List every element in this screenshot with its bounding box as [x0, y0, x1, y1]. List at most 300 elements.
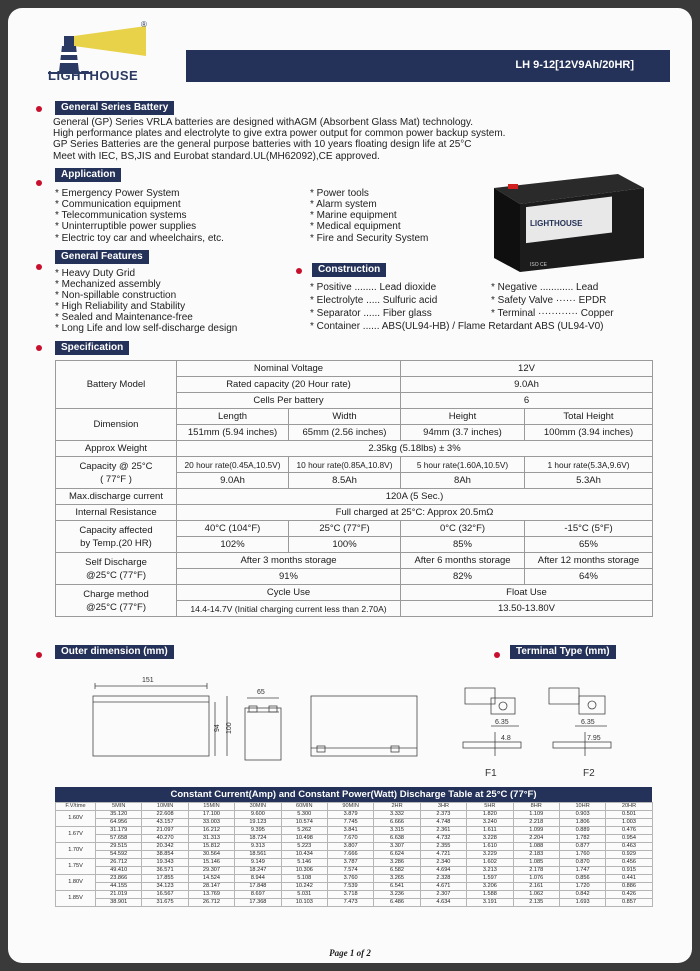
discharge-cell: 38.901: [96, 899, 142, 907]
registered-mark: ®: [141, 20, 147, 29]
construction-item: * Terminal ············ Copper: [491, 308, 614, 319]
side-view-drawing: [245, 698, 281, 760]
discharge-cell: 18.561: [235, 851, 281, 859]
spec-label: Internal Resistance: [56, 505, 177, 521]
discharge-cell: 1.099: [513, 827, 559, 835]
construction-container: * Container ...... ABS(UL94-HB) / Flame Retardant ABS (UL94-V0): [310, 321, 604, 332]
construction-item: * Separator ...... Fiber glass: [310, 308, 432, 319]
discharge-cell: 3.332: [374, 811, 420, 819]
discharge-cell: 1.109: [513, 811, 559, 819]
section-application: Application: [55, 168, 121, 182]
dim-width: 65: [257, 689, 265, 696]
spec-cell: Float Use: [401, 585, 653, 601]
discharge-cell: 14.524: [188, 875, 234, 883]
application-item: * Communication equipment: [55, 199, 181, 210]
discharge-cell: 2.361: [420, 827, 466, 835]
spec-cell: -15°C (5°F): [525, 521, 653, 537]
discharge-cell: 2.340: [420, 859, 466, 867]
spec-cell: After 12 months storage: [525, 553, 653, 569]
page-number: Page 1 of 2: [329, 948, 371, 958]
spec-cell: 13.50-13.80V: [401, 601, 653, 617]
lighthouse-logo-icon: [46, 22, 156, 94]
discharge-fv-cell: 1.85V: [56, 891, 96, 907]
feature-item: * Mechanized assembly: [55, 279, 161, 290]
spec-cell: 25°C (77°F): [289, 521, 401, 537]
discharge-cell: 10.242: [281, 883, 327, 891]
discharge-cell: 6.638: [374, 835, 420, 843]
spec-cell: 9.0Ah: [177, 473, 289, 489]
spec-cell: 91%: [177, 569, 401, 585]
discharge-cell: 0.870: [559, 859, 605, 867]
table-row: [56, 883, 653, 891]
brand-name: LIGHTHOUSE: [48, 68, 139, 83]
construction-item: * Negative ............ Lead: [491, 282, 599, 293]
discharge-cell: 6.486: [374, 899, 420, 907]
section-bullet-icon: [36, 106, 42, 112]
discharge-cell: 7.670: [327, 835, 373, 843]
table-row: [56, 867, 653, 875]
discharge-cell: 3.240: [467, 819, 513, 827]
model-title: LH 9-12[12V9Ah/20HR]: [515, 59, 634, 71]
discharge-cell: 0.857: [606, 899, 652, 907]
discharge-cell: 40.270: [142, 835, 188, 843]
spec-cell: Length: [177, 409, 289, 425]
discharge-cell: 34.123: [142, 883, 188, 891]
spec-cell: 6: [401, 393, 653, 409]
discharge-cell: 3.718: [327, 891, 373, 899]
spec-cell: 151mm (5.94 inches): [177, 425, 289, 441]
discharge-fv-cell: 1.75V: [56, 859, 96, 875]
discharge-cell: 0.856: [559, 875, 605, 883]
table-row: [56, 827, 653, 835]
spec-label: [56, 521, 177, 553]
discharge-cell: 4.671: [420, 883, 466, 891]
discharge-cell: 38.854: [142, 851, 188, 859]
discharge-cell: 44.155: [96, 883, 142, 891]
discharge-cell: 3.315: [374, 827, 420, 835]
discharge-cell: 3.760: [327, 875, 373, 883]
discharge-cell: 3.265: [374, 875, 420, 883]
discharge-cell: 0.426: [606, 891, 652, 899]
discharge-cell: 0.441: [606, 875, 652, 883]
spec-cell: 100%: [289, 537, 401, 553]
construction-item: * Positive ........ Lead dioxide: [310, 282, 437, 293]
spec-label-line: @25°C (77°F): [85, 601, 146, 613]
discharge-cell: 10.574: [281, 819, 327, 827]
discharge-cell: 0.456: [606, 859, 652, 867]
discharge-cell: 10.306: [281, 867, 327, 875]
discharge-cell: 1.003: [606, 819, 652, 827]
spec-cell: After 6 months storage: [401, 553, 525, 569]
discharge-cell: 10.498: [281, 835, 327, 843]
spec-label-line: Charge method: [83, 588, 149, 600]
discharge-cell: 6.541: [374, 883, 420, 891]
spec-cell: 85%: [401, 537, 525, 553]
discharge-fv-cell: 1.60V: [56, 811, 96, 827]
feature-item: * High Reliability and Stability: [55, 301, 186, 312]
spec-cell: Full charged at 25°C: Approx 20.5mΩ: [177, 505, 653, 521]
discharge-cell: 4.748: [420, 819, 466, 827]
section-bullet-icon: [36, 180, 42, 186]
discharge-header-cell: 15MIN: [188, 803, 234, 811]
battery-photo-icon: [486, 166, 646, 276]
discharge-cell: 1.820: [467, 811, 513, 819]
construction-item: * Safety Valve ······ EPDR: [491, 295, 607, 306]
discharge-cell: 17.848: [235, 883, 281, 891]
spec-cell: Height: [401, 409, 525, 425]
spec-label: Battery Model: [56, 361, 177, 409]
general-line-3: GP Series Batteries are the general purpose batteries with 10 years floating design life at 25°C: [53, 139, 472, 150]
discharge-cell: 3.236: [374, 891, 420, 899]
section-bullet-icon: [296, 268, 302, 274]
discharge-cell: 35.120: [96, 811, 142, 819]
discharge-cell: 1.062: [513, 891, 559, 899]
discharge-cell: 2.218: [513, 819, 559, 827]
discharge-header-cell: 5HR: [467, 803, 513, 811]
discharge-cell: 9.600: [235, 811, 281, 819]
spec-cell: 1 hour rate(5.3A,9.6V): [525, 457, 653, 473]
spec-label: Dimension: [56, 409, 177, 441]
discharge-cell: 7.666: [327, 851, 373, 859]
spec-label: [56, 457, 177, 489]
spec-cell: 2.35kg (5.18lbs) ± 3%: [177, 441, 653, 457]
feature-item: * Heavy Duty Grid: [55, 268, 136, 279]
feature-item: * Sealed and Maintenance-free: [55, 312, 193, 323]
spec-cell: Rated capacity (20 Hour rate): [177, 377, 401, 393]
section-terminal-type: Terminal Type (mm): [510, 645, 616, 659]
discharge-cell: 1.693: [559, 899, 605, 907]
table-row: [56, 843, 653, 851]
application-item: * Uninterruptible power supplies: [55, 221, 197, 232]
discharge-cell: 36.571: [142, 867, 188, 875]
discharge-cell: 2.204: [513, 835, 559, 843]
discharge-cell: 3.841: [327, 827, 373, 835]
spec-label-line: ( 77°F ): [100, 473, 132, 485]
discharge-cell: 4.732: [420, 835, 466, 843]
discharge-cell: 1.720: [559, 883, 605, 891]
discharge-cell: 8.697: [235, 891, 281, 899]
dim-height: 94: [214, 724, 221, 732]
discharge-cell: 19.123: [235, 819, 281, 827]
table-row: [56, 811, 653, 819]
discharge-cell: 2.178: [513, 867, 559, 875]
spec-cell: 20 hour rate(0.45A,10.5V): [177, 457, 289, 473]
discharge-cell: 0.877: [559, 843, 605, 851]
discharge-cell: 16.567: [142, 891, 188, 899]
discharge-cell: 1.747: [559, 867, 605, 875]
terminal-f2-drawing: [549, 688, 611, 756]
section-bullet-icon: [36, 652, 42, 658]
spec-label-line: Self Discharge: [85, 556, 147, 568]
spec-label: [56, 553, 177, 585]
spec-cell: 100mm (3.94 inches): [525, 425, 653, 441]
discharge-cell: 13.769: [188, 891, 234, 899]
discharge-cell: 3.286: [374, 859, 420, 867]
table-row: [56, 891, 653, 899]
table-row: [56, 851, 653, 859]
discharge-cell: 1.588: [467, 891, 513, 899]
spec-cell: Cycle Use: [177, 585, 401, 601]
discharge-cell: 23.866: [96, 875, 142, 883]
construction-item: * Electrolyte ..... Sulfuric acid: [310, 295, 438, 306]
discharge-cell: 31.313: [188, 835, 234, 843]
application-item: * Electric toy car and wheelchairs, etc.: [55, 233, 224, 244]
f1-dim-a: 6.35: [495, 719, 509, 726]
discharge-cell: 57.658: [96, 835, 142, 843]
battery-label: LIGHTHOUSE: [530, 219, 583, 228]
spec-cell: 5 hour rate(1.60A,10.5V): [401, 457, 525, 473]
discharge-cell: 1.782: [559, 835, 605, 843]
spec-cell: Cells Per battery: [177, 393, 401, 409]
application-item: * Power tools: [310, 188, 369, 199]
discharge-cell: 4.634: [420, 899, 466, 907]
table-row: [56, 859, 653, 867]
discharge-cell: 2.135: [513, 899, 559, 907]
spec-cell: Nominal Voltage: [177, 361, 401, 377]
spec-label-line: by Temp.(20 HR): [80, 537, 152, 549]
top-view-drawing: [311, 696, 417, 756]
spec-cell: 14.4-14.7V (Initial charging current less than 2.70A): [177, 601, 401, 617]
discharge-cell: 8.944: [235, 875, 281, 883]
battery-mark: ISO CE: [530, 262, 547, 268]
discharge-cell: 43.157: [142, 819, 188, 827]
spec-cell: Total Height: [525, 409, 653, 425]
discharge-cell: 0.501: [606, 811, 652, 819]
discharge-cell: 3.307: [374, 843, 420, 851]
discharge-cell: 49.410: [96, 867, 142, 875]
section-features: General Features: [55, 250, 149, 264]
discharge-cell: 15.146: [188, 859, 234, 867]
discharge-cell: 10.434: [281, 851, 327, 859]
discharge-cell: 9.313: [235, 843, 281, 851]
discharge-cell: 1.760: [559, 851, 605, 859]
discharge-cell: 0.903: [559, 811, 605, 819]
discharge-cell: 3.787: [327, 859, 373, 867]
specification-table: [55, 360, 653, 617]
discharge-cell: 7.473: [327, 899, 373, 907]
discharge-cell: 26.712: [96, 859, 142, 867]
discharge-cell: 21.019: [96, 891, 142, 899]
discharge-header-cell: 3HR: [420, 803, 466, 811]
discharge-cell: 17.855: [142, 875, 188, 883]
spec-label: Max.discharge current: [56, 489, 177, 505]
discharge-cell: 30.564: [188, 851, 234, 859]
discharge-cell: 64.956: [96, 819, 142, 827]
discharge-cell: 22.608: [142, 811, 188, 819]
terminal-f1-label: F1: [485, 768, 497, 779]
discharge-cell: 31.179: [96, 827, 142, 835]
f1-dim-b: 4.8: [501, 735, 511, 742]
application-item: * Medical equipment: [310, 221, 401, 232]
discharge-cell: 3.807: [327, 843, 373, 851]
general-line-2: High performance plates and electrolyte to give extra power output for common power backup system.: [53, 128, 506, 139]
datasheet-page: [8, 8, 692, 963]
discharge-table-title: Constant Current(Amp) and Constant Power(Watt) Discharge Table at 25°C (77°F): [55, 787, 652, 802]
spec-cell: 65%: [525, 537, 653, 553]
discharge-cell: 33.003: [188, 819, 234, 827]
spec-cell: Width: [289, 409, 401, 425]
discharge-cell: 1.085: [513, 859, 559, 867]
discharge-header-cell: 10HR: [559, 803, 605, 811]
discharge-cell: 5.262: [281, 827, 327, 835]
discharge-cell: 17.100: [188, 811, 234, 819]
discharge-header-cell: 2HR: [374, 803, 420, 811]
discharge-cell: 20.342: [142, 843, 188, 851]
discharge-cell: 2.161: [513, 883, 559, 891]
spec-cell: 9.0Ah: [401, 377, 653, 393]
discharge-cell: 5.031: [281, 891, 327, 899]
discharge-cell: 0.929: [606, 851, 652, 859]
discharge-cell: 0.476: [606, 827, 652, 835]
section-construction: Construction: [312, 263, 386, 277]
spec-label-line: Capacity affected: [79, 524, 153, 536]
spec-cell: 8.5Ah: [289, 473, 401, 489]
application-item: * Marine equipment: [310, 210, 397, 221]
discharge-fv-cell: 1.67V: [56, 827, 96, 843]
discharge-cell: 1.806: [559, 819, 605, 827]
discharge-cell: 9.149: [235, 859, 281, 867]
discharge-cell: 29.515: [96, 843, 142, 851]
table-row: [56, 835, 653, 843]
discharge-cell: 2.307: [420, 891, 466, 899]
spec-label-line: Capacity @ 25°C: [79, 460, 153, 472]
discharge-cell: 0.463: [606, 843, 652, 851]
discharge-cell: 29.307: [188, 867, 234, 875]
spec-cell: 120A (5 Sec.): [177, 489, 653, 505]
section-bullet-icon: [494, 652, 500, 658]
discharge-fv-cell: 1.80V: [56, 875, 96, 891]
spec-label: [56, 585, 177, 617]
discharge-cell: 18.724: [235, 835, 281, 843]
spec-cell: 5.3Ah: [525, 473, 653, 489]
discharge-cell: 19.343: [142, 859, 188, 867]
discharge-cell: 6.582: [374, 867, 420, 875]
discharge-cell: 5.146: [281, 859, 327, 867]
discharge-cell: 0.886: [606, 883, 652, 891]
discharge-cell: 1.611: [467, 827, 513, 835]
spec-cell: After 3 months storage: [177, 553, 401, 569]
discharge-cell: 1.076: [513, 875, 559, 883]
terminal-f1-drawing: [463, 688, 521, 756]
discharge-cell: 26.712: [188, 899, 234, 907]
discharge-cell: 3.191: [467, 899, 513, 907]
discharge-cell: 2.328: [420, 875, 466, 883]
f2-dim-b: 7.95: [587, 735, 601, 742]
dim-length: 151: [142, 677, 154, 684]
spec-label-line: @25°C (77°F): [85, 569, 146, 581]
discharge-cell: 17.368: [235, 899, 281, 907]
spec-cell: 65mm (2.56 inches): [289, 425, 401, 441]
discharge-cell: 0.842: [559, 891, 605, 899]
front-view-drawing: [93, 683, 227, 756]
spec-label: Approx Weight: [56, 441, 177, 457]
discharge-cell: 21.097: [142, 827, 188, 835]
spec-cell: 82%: [401, 569, 525, 585]
section-specification: Specification: [55, 341, 129, 355]
spec-cell: 0°C (32°F): [401, 521, 525, 537]
discharge-header-cell: 60MIN: [281, 803, 327, 811]
general-line-1: General (GP) Series VRLA batteries are designed withAGM (Absorbent Glass Mat) technology.: [53, 117, 474, 128]
dim-total-height: 100: [226, 722, 233, 734]
table-row: [56, 899, 653, 907]
discharge-cell: 54.592: [96, 851, 142, 859]
discharge-cell: 7.539: [327, 883, 373, 891]
discharge-cell: 0.889: [559, 827, 605, 835]
general-line-4: Meet with IEC, BS,JIS and Eurobat standard.UL(MH62092),CE approved.: [53, 151, 380, 162]
discharge-cell: 3.229: [467, 851, 513, 859]
f2-dim-a: 6.35: [581, 719, 595, 726]
discharge-cell: 0.954: [606, 835, 652, 843]
section-bullet-icon: [36, 264, 42, 270]
spec-cell: 102%: [177, 537, 289, 553]
discharge-header-cell: 10MIN: [142, 803, 188, 811]
terminal-f2-label: F2: [583, 768, 595, 779]
discharge-cell: 3.879: [327, 811, 373, 819]
discharge-header-cell: 8HR: [513, 803, 559, 811]
discharge-table: [55, 802, 653, 907]
discharge-cell: 4.694: [420, 867, 466, 875]
spec-cell: 10 hour rate(0.85A,10.8V): [289, 457, 401, 473]
discharge-cell: 2.183: [513, 851, 559, 859]
discharge-cell: 5.300: [281, 811, 327, 819]
discharge-cell: 9.395: [235, 827, 281, 835]
spec-cell: 8Ah: [401, 473, 525, 489]
discharge-cell: 3.206: [467, 883, 513, 891]
dimension-drawing: [55, 666, 652, 784]
feature-item: * Non-spillable construction: [55, 290, 177, 301]
feature-item: * Long Life and low self-discharge design: [55, 323, 238, 334]
discharge-cell: 2.355: [420, 843, 466, 851]
discharge-cell: 7.745: [327, 819, 373, 827]
discharge-header-cell: 5MIN: [96, 803, 142, 811]
application-item: * Emergency Power System: [55, 188, 180, 199]
table-row: [56, 819, 653, 827]
discharge-cell: 18.247: [235, 867, 281, 875]
discharge-cell: 31.675: [142, 899, 188, 907]
discharge-cell: 3.228: [467, 835, 513, 843]
spec-cell: 40°C (104°F): [177, 521, 289, 537]
discharge-cell: 1.602: [467, 859, 513, 867]
discharge-header-cell: 90MIN: [327, 803, 373, 811]
discharge-cell: 2.373: [420, 811, 466, 819]
spec-cell: 94mm (3.7 inches): [401, 425, 525, 441]
discharge-cell: 1.597: [467, 875, 513, 883]
table-row: [56, 875, 653, 883]
section-bullet-icon: [36, 345, 42, 351]
discharge-header-cell: F.V/time: [56, 803, 96, 811]
discharge-cell: 5.108: [281, 875, 327, 883]
discharge-header-row: [56, 803, 653, 811]
discharge-header-cell: 30MIN: [235, 803, 281, 811]
discharge-cell: 16.212: [188, 827, 234, 835]
spec-cell: 64%: [525, 569, 653, 585]
discharge-header-cell: 20HR: [606, 803, 652, 811]
discharge-cell: 28.147: [188, 883, 234, 891]
discharge-cell: 0.915: [606, 867, 652, 875]
discharge-cell: 3.213: [467, 867, 513, 875]
model-banner: [186, 50, 670, 82]
discharge-cell: 10.103: [281, 899, 327, 907]
application-item: * Alarm system: [310, 199, 377, 210]
application-item: * Telecommunication systems: [55, 210, 187, 221]
section-outer-dimension: Outer dimension (mm): [55, 645, 174, 659]
discharge-cell: 7.574: [327, 867, 373, 875]
discharge-cell: 6.666: [374, 819, 420, 827]
discharge-cell: 4.721: [420, 851, 466, 859]
spec-cell: 12V: [401, 361, 653, 377]
discharge-fv-cell: 1.70V: [56, 843, 96, 859]
application-item: * Fire and Security System: [310, 233, 429, 244]
